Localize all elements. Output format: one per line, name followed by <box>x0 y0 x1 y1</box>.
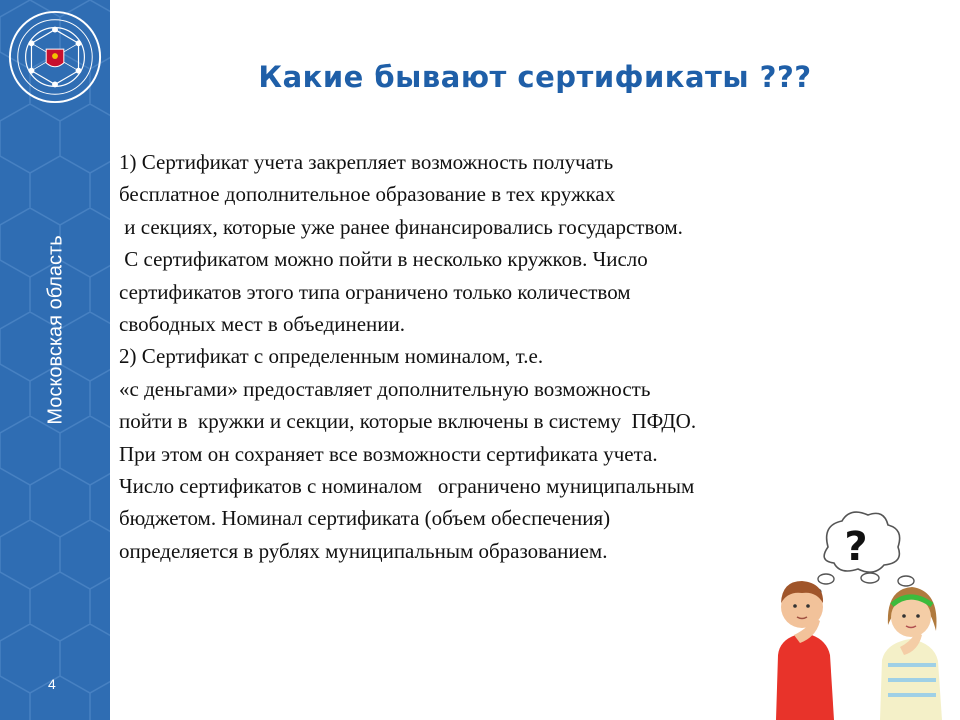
thinking-children-illustration <box>770 505 960 720</box>
body-line: Число сертификатов с номиналом ограничено муниципальным <box>119 473 695 498</box>
body-line: При этом он сохраняет все возможности сертификата учета. <box>119 441 658 466</box>
body-line: пойти в кружки и секции, которые включены в систему ПФДО. <box>119 409 697 434</box>
thinking-boy-icon <box>776 581 834 720</box>
body-line: бюджетом. Номинал сертификата (объем обеспечения) <box>119 506 611 531</box>
body-line: определяется в рублях муниципальным образованием. <box>119 538 608 563</box>
body-line: С сертификатом можно пойти в несколько кружков. Число <box>119 247 648 272</box>
left-sidebar <box>0 0 110 720</box>
body-line: и секциях, которые уже ранее финансировались государством. <box>119 214 683 239</box>
slide-body <box>119 146 879 567</box>
body-line: 1) Сертификат учета закрепляет возможность получать <box>119 150 614 174</box>
body-line: сертификатов этого типа ограничено только количеством <box>119 279 631 304</box>
regional-center-emblem-icon <box>6 8 104 106</box>
thought-bubble-icon <box>811 512 919 598</box>
region-label: Московская область <box>44 235 67 425</box>
body-line: свободных мест в объединении. <box>119 311 406 336</box>
slide-title: Какие бывают сертификаты ??? <box>258 60 812 94</box>
body-line: бесплатное дополнительное образование в тех кружках <box>119 182 616 207</box>
question-mark: ? <box>844 524 868 570</box>
thinking-girl-icon <box>880 587 942 720</box>
page-number: 4 <box>48 676 56 692</box>
body-line: «с деньгами» предоставляет дополнительную возможность <box>119 376 651 401</box>
body-line: 2) Сертификат с определенным номиналом, т.е. <box>119 344 544 369</box>
